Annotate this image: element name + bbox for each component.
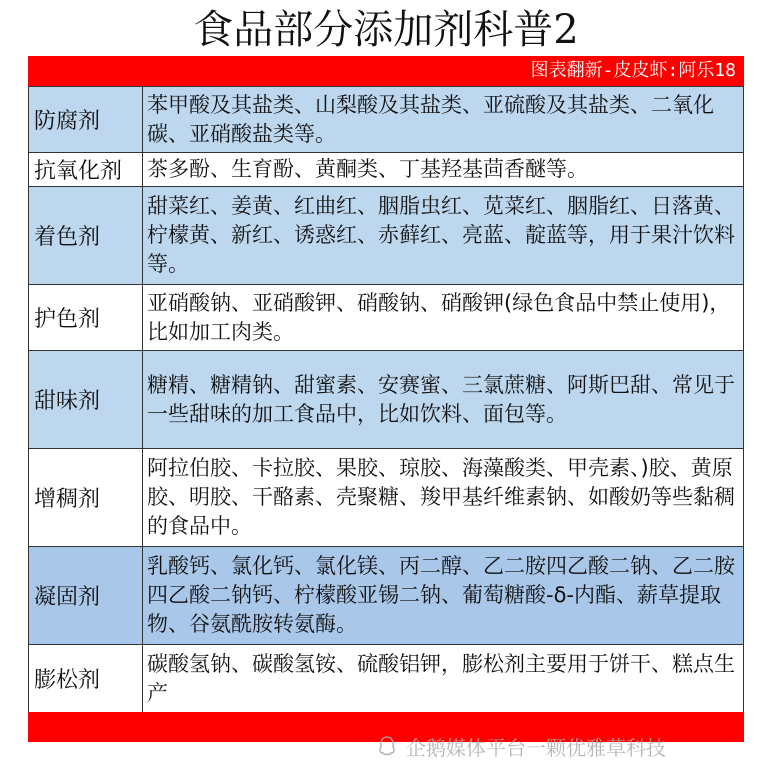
- table-row: [28, 87, 744, 153]
- content-cell: 碳酸氢钠、碳酸氢铵、硫酸铝钾，膨松剂主要用于饼干、糕点生产: [147, 651, 735, 705]
- table-row: [28, 153, 744, 187]
- category-cell: 凝固剂: [29, 547, 143, 644]
- content-cell: 亚硝酸钠、亚硝酸钾、硝酸钠、硝酸钾(绿色食品中禁止使用)，比如加工肉类。: [147, 290, 731, 344]
- category-cell: 抗氧化剂: [29, 153, 143, 186]
- watermark: [376, 726, 666, 766]
- content-cell: 苯甲酸及其盐类、山梨酸及其盐类、亚硫酸及其盐类、二氧化碳、亚硝酸盐类等。: [147, 92, 714, 146]
- top-red-banner: [28, 56, 744, 86]
- credit-text: 图表翻新-皮皮虾:阿乐18: [530, 60, 736, 81]
- content-cell: 乳酸钙、氯化钙、氯化镁、丙二醇、乙二胺四乙酸二钠、乙二胺四乙酸二钠钙、柠檬酸亚锡二钠、葡萄糖酸-δ-内酯、薪草提取物、谷氨酰胺转氨酶。: [147, 554, 735, 636]
- table-row: [28, 645, 744, 713]
- page-title: 食品部分添加剂科普2: [193, 7, 579, 53]
- category-cell: 膨松剂: [29, 645, 143, 712]
- penguin-logo-icon: [376, 735, 398, 757]
- content-cell: 阿拉伯胶、卡拉胶、果胶、琼胶、海藻酸类、甲壳素、)胶、黄原胶、明胶、干酪素、壳聚糖、羧甲基纤维素钠、如酸奶等些黏稠的食品中。: [147, 456, 735, 538]
- category-cell: 增稠剂: [29, 449, 143, 546]
- content-cell: 甜菜红、姜黄、红曲红、胭脂虫红、苋菜红、胭脂红、日落黄、柠檬黄、新红、诱惑红、赤藓红、亮蓝、靛蓝等，用于果汁饮料等。: [147, 194, 735, 276]
- category-cell: 甜味剂: [29, 351, 143, 448]
- category-cell: 防腐剂: [29, 87, 143, 152]
- category-cell: 着色剂: [29, 187, 143, 284]
- table-row: [28, 187, 744, 285]
- table-row: [28, 351, 744, 449]
- table-row: [28, 449, 744, 547]
- table-row: [28, 285, 744, 351]
- content-cell: 糖精、糖精钠、甜蜜素、安赛蜜、三氯蔗糖、阿斯巴甜、常见于一些甜味的加工食品中，比如饮料、面包等。: [147, 372, 735, 426]
- content-cell: 茶多酚、生育酚、黄酮类、丁基羟基茴香醚等。: [147, 157, 588, 181]
- additives-table: [28, 86, 744, 713]
- table-row: [28, 547, 744, 645]
- category-cell: 护色剂: [29, 285, 143, 350]
- watermark-text: 企鹅媒体平台一颗优雅草科技: [406, 735, 666, 760]
